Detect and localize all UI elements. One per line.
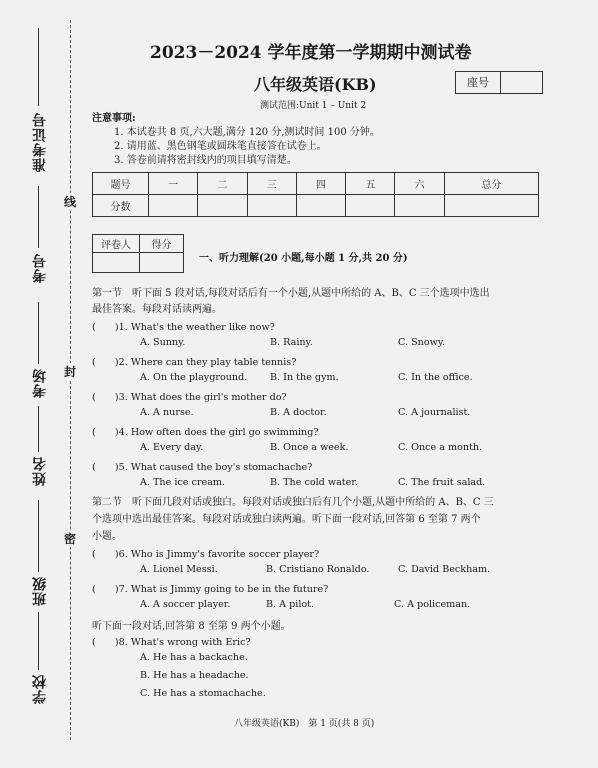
option-b[interactable]: B. Cristiano Ronaldo. — [266, 564, 370, 575]
part2-intro: 听下面一段对话,回答第 8 至第 9 两个小题。 — [92, 621, 291, 632]
option-a[interactable]: A. He has a backache. — [140, 652, 248, 663]
exam-title: 2023－2024 学年度第一学期期中测试卷 — [150, 43, 472, 63]
option-a[interactable]: A. Sunny. — [140, 337, 186, 348]
school-line — [38, 612, 39, 670]
class-line — [38, 500, 39, 572]
score-field[interactable] — [149, 195, 198, 217]
score-table-header-row — [93, 173, 539, 195]
option-c[interactable]: C. A policeman. — [394, 599, 471, 610]
option-a[interactable]: A. A nurse. — [140, 407, 194, 418]
question-text: ( )4. How often does the girl go swimming? — [92, 427, 319, 438]
table-cell: 一 — [149, 173, 198, 195]
score-label: 得分 — [140, 235, 184, 253]
exam-room-line — [38, 186, 39, 248]
option-b[interactable]: B. A doctor. — [270, 407, 327, 418]
question-text: ( )5. What caused the boy's stomachache? — [92, 462, 313, 473]
option-c[interactable]: C. In the office. — [398, 372, 473, 383]
option-c[interactable]: C. Once a month. — [398, 442, 483, 453]
seal-char-seal: 封 — [64, 365, 77, 379]
option-a[interactable]: A. Every day. — [140, 442, 204, 453]
notice-item: 3. 答卷前请将密封线内的项目填写清楚。 — [114, 155, 297, 166]
name-label: 姓名 — [32, 456, 48, 486]
table-cell: 题号 — [93, 173, 149, 195]
score-field[interactable] — [444, 195, 538, 217]
table-cell: 分数 — [93, 195, 149, 217]
exam-subtitle: 八年级英语(KB) — [254, 75, 377, 94]
option-b[interactable]: B. In the gym. — [270, 372, 339, 383]
score-field[interactable] — [247, 195, 296, 217]
exam-room-label: 考号 — [32, 253, 48, 283]
question-text: ( )1. What's the weather like now? — [92, 322, 275, 333]
school-label: 学校 — [32, 674, 48, 704]
option-b[interactable]: B. Once a week. — [270, 442, 349, 453]
option-a[interactable]: A. Lionel Messi. — [140, 564, 218, 575]
question-text: ( )3. What does the girl's mother do? — [92, 392, 287, 403]
admission-number-label: 准考证号 — [32, 112, 48, 172]
score-field[interactable] — [346, 195, 395, 217]
test-range: 测试范围:Unit 1 – Unit 2 — [260, 101, 367, 111]
option-c[interactable]: C. David Beckham. — [398, 564, 491, 575]
part1-intro: 第一节 听下面 5 段对话,每段对话后有一个小题,从题中所给的 A、B、C 三个选项中选出 — [92, 288, 490, 299]
score-field[interactable] — [296, 195, 345, 217]
class-label: 班级 — [32, 576, 48, 606]
notice-item: 1. 本试卷共 8 页,六大题,满分 120 分,测试时间 100 分钟。 — [114, 127, 380, 138]
grader-label: 评卷人 — [93, 235, 140, 253]
option-a[interactable]: A. On the playground. — [140, 372, 248, 383]
option-c[interactable]: C. A journalist. — [398, 407, 471, 418]
score-table — [92, 172, 539, 217]
seal-dashed-line — [70, 20, 71, 740]
notice-item: 2. 请用蓝、黑色钢笔或圆珠笔直接答在试卷上。 — [114, 141, 327, 152]
option-b[interactable]: B. A pilot. — [266, 599, 315, 610]
option-c[interactable]: C. He has a stomachache. — [140, 688, 266, 699]
exam-site-label: 考场 — [32, 368, 48, 398]
exam-site-line — [38, 302, 39, 364]
question-text: ( )8. What's wrong with Eric? — [92, 637, 251, 648]
grader-field[interactable] — [93, 253, 140, 273]
question-text: ( )6. Who is Jimmy's favorite soccer player? — [92, 549, 320, 560]
table-cell: 二 — [198, 173, 247, 195]
table-cell: 三 — [247, 173, 296, 195]
section-title: 一、听力理解(20 小题,每小题 1 分,共 20 分) — [199, 253, 408, 264]
option-c[interactable]: C. The fruit salad. — [398, 477, 486, 488]
admission-number-line — [38, 28, 39, 106]
score-field[interactable] — [198, 195, 247, 217]
question-text: ( )2. Where can they play table tennis? — [92, 357, 297, 368]
page-footer: 八年级英语(KB) 第 1 页(共 8 页) — [234, 719, 375, 729]
seal-char-secret: 密 — [64, 532, 77, 546]
score-table-score-row — [93, 195, 539, 217]
option-b[interactable]: B. The cold water. — [270, 477, 358, 488]
question-text: ( )7. What is Jimmy going to be in the future? — [92, 584, 329, 595]
seal-char-line: 线 — [64, 195, 77, 209]
option-a[interactable]: A. The ice cream. — [140, 477, 226, 488]
name-line — [38, 406, 39, 452]
table-cell: 四 — [296, 173, 345, 195]
part2-intro: 个选项中选出最佳答案。每段对话或独白读两遍。听下面一段对话,回答第 6 至第 7 两个 — [92, 514, 481, 525]
part2-intro: 小题。 — [92, 531, 122, 542]
part1-intro: 最佳答案。每段对话读两遍。 — [92, 304, 222, 315]
notice-heading: 注意事项: — [92, 113, 136, 124]
score-field[interactable] — [140, 253, 184, 273]
seat-number-box — [455, 71, 543, 94]
option-b[interactable]: B. He has a headache. — [140, 670, 249, 681]
score-field[interactable] — [395, 195, 444, 217]
seat-number-label: 座号 — [456, 72, 501, 93]
grader-table — [92, 234, 184, 273]
part2-intro: 第二节 听下面几段对话或独白。每段对话或独白后有几个小题,从题中所给的 A、B、C 三 — [92, 497, 494, 508]
option-c[interactable]: C. Snowy. — [398, 337, 446, 348]
option-b[interactable]: B. Rainy. — [270, 337, 313, 348]
seat-number-field[interactable] — [501, 72, 542, 93]
option-a[interactable]: A. A soccer player. — [140, 599, 231, 610]
table-cell: 六 — [395, 173, 444, 195]
table-cell: 总分 — [444, 173, 538, 195]
table-cell: 五 — [346, 173, 395, 195]
